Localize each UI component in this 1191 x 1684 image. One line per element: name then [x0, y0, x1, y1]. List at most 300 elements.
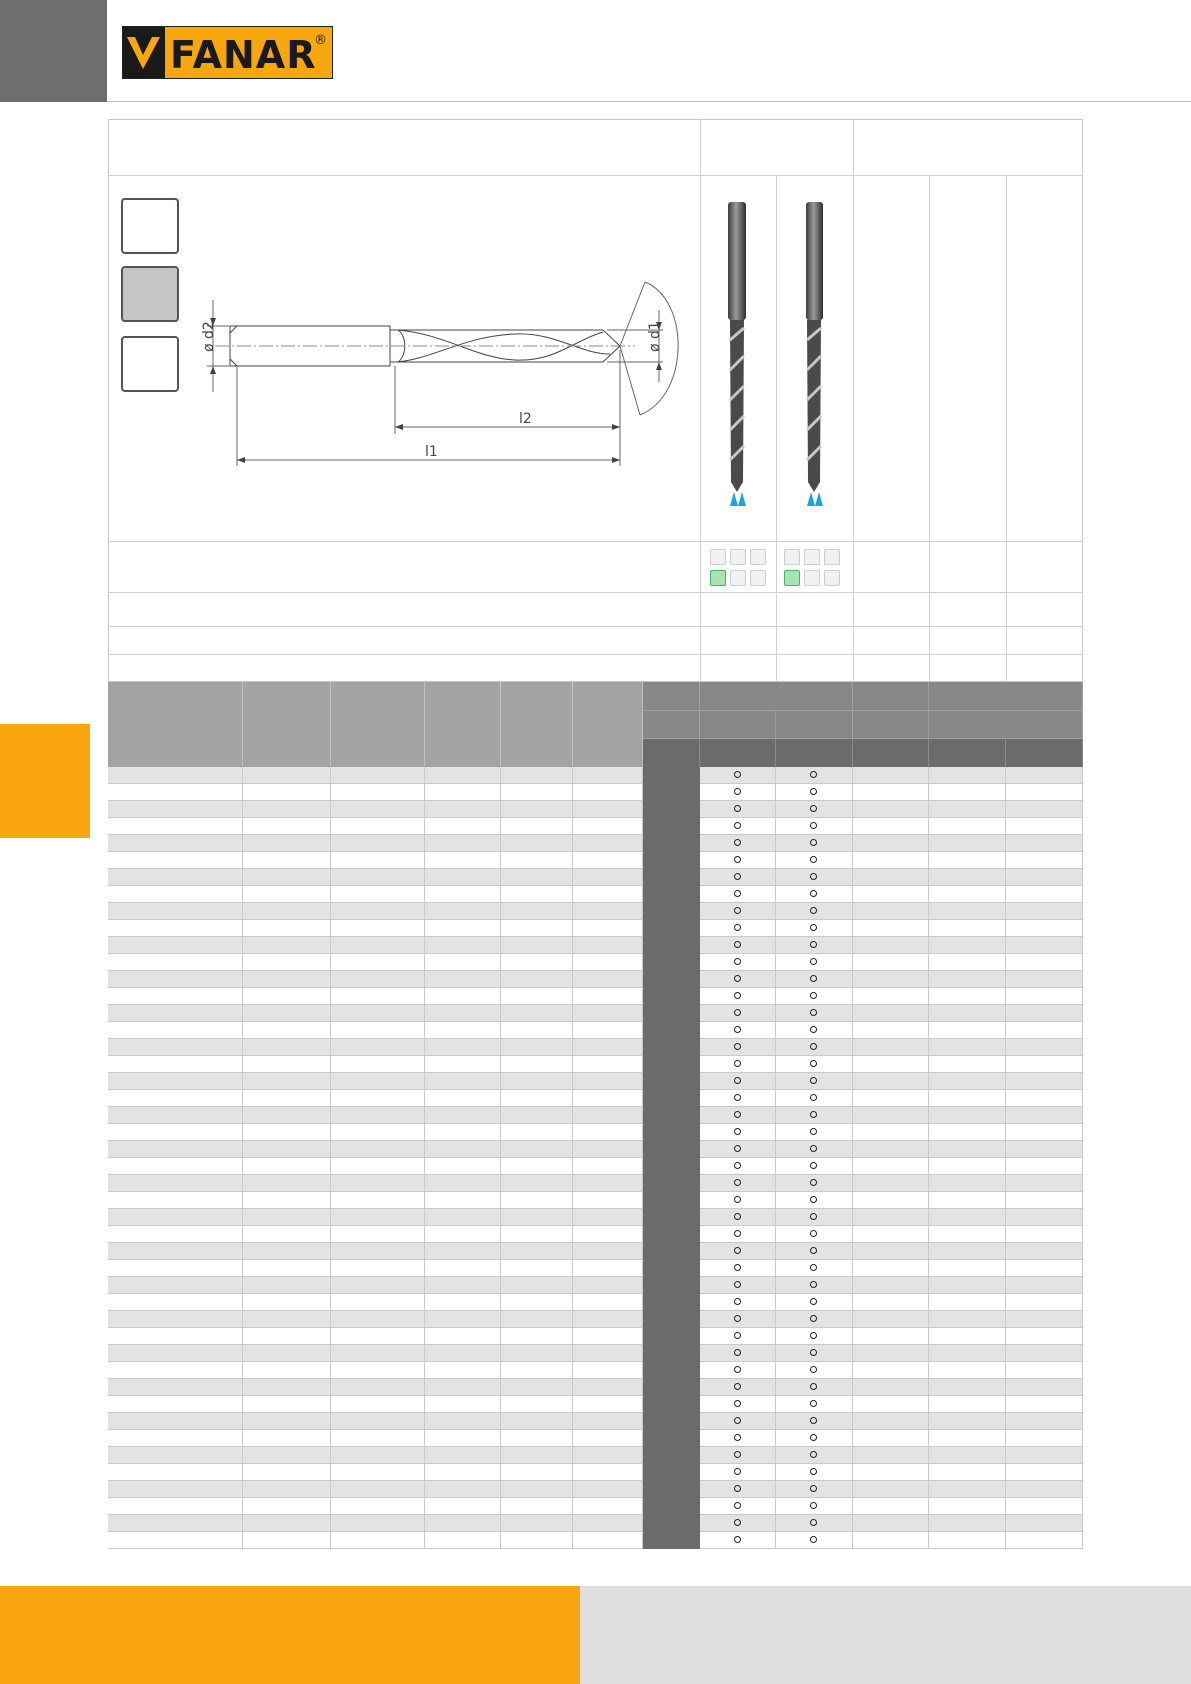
table-cell-dark [643, 903, 700, 920]
table-cell [573, 1430, 643, 1446]
table-cell [929, 1243, 1006, 1259]
table-row [108, 1209, 1083, 1226]
table-cell-dark [643, 869, 700, 886]
table-cell [108, 1464, 243, 1480]
table-cell [573, 1515, 643, 1531]
coating-indicator-inactive [750, 549, 766, 565]
table-row [108, 988, 1083, 1005]
table-cell [243, 1039, 331, 1055]
availability-circle-icon [734, 1128, 741, 1135]
table-cell-dark [643, 1260, 700, 1277]
availability-circle-icon [734, 992, 741, 999]
table-cell [331, 869, 425, 885]
table-cell-dark [643, 1039, 700, 1056]
table-subheader-dark-5 [929, 739, 1006, 767]
table-cell [501, 1192, 573, 1208]
table-cell [501, 1243, 573, 1259]
table-subheader-2 [700, 711, 776, 739]
table-cell [929, 1226, 1006, 1242]
card-divider-1 [108, 175, 1083, 176]
table-cell [853, 1413, 929, 1429]
table-cell [929, 818, 1006, 834]
availability-circle-icon [810, 1264, 817, 1271]
table-subheader-3 [776, 711, 853, 739]
availability-circle-icon [734, 924, 741, 931]
table-cell [929, 852, 1006, 868]
table-header-group-d [929, 682, 1083, 711]
table-cell [853, 988, 929, 1004]
availability-circle-icon [734, 1315, 741, 1322]
table-row [108, 852, 1083, 869]
availability-circle-icon [810, 1502, 817, 1509]
table-cell [1006, 920, 1083, 936]
table-cell [108, 1158, 243, 1174]
table-cell [573, 1294, 643, 1310]
table-row [108, 1294, 1083, 1311]
label-l1: l1 [425, 444, 438, 460]
table-cell [501, 920, 573, 936]
table-cell [929, 1141, 1006, 1157]
table-cell [243, 767, 331, 783]
table-cell [108, 1260, 243, 1276]
table-cell [243, 1515, 331, 1531]
table-cell [1006, 1481, 1083, 1497]
table-cell [331, 1396, 425, 1412]
availability-circle-icon [734, 1026, 741, 1033]
table-cell [108, 784, 243, 800]
table-cell-dark [643, 1090, 700, 1107]
table-cell [243, 1124, 331, 1140]
availability-circle-icon [810, 941, 817, 948]
table-cell [425, 1277, 501, 1293]
table-header-col-1 [108, 682, 243, 767]
table-cell [573, 801, 643, 817]
drill-technical-drawing [185, 270, 695, 470]
table-cell [108, 1413, 243, 1429]
availability-circle-icon [810, 975, 817, 982]
availability-circle-icon [734, 839, 741, 846]
table-cell [243, 1056, 331, 1072]
table-cell [501, 1073, 573, 1089]
table-cell [1006, 1447, 1083, 1463]
table-cell-dark [643, 1124, 700, 1141]
availability-circle-icon [734, 1162, 741, 1169]
table-cell [929, 1022, 1006, 1038]
table-cell [331, 767, 425, 783]
table-cell [501, 1345, 573, 1361]
table-row [108, 1039, 1083, 1056]
table-cell [929, 1413, 1006, 1429]
table-cell [243, 1175, 331, 1191]
table-cell [1006, 1090, 1083, 1106]
availability-circle-icon [810, 924, 817, 931]
availability-circle-icon [810, 1315, 817, 1322]
table-cell [929, 1073, 1006, 1089]
table-cell [501, 1226, 573, 1242]
table-row [108, 818, 1083, 835]
table-cell [425, 767, 501, 783]
coating-indicator-active [710, 570, 726, 586]
table-row [108, 869, 1083, 886]
table-cell [853, 1277, 929, 1293]
table-cell [929, 1362, 1006, 1378]
table-cell [108, 937, 243, 953]
availability-circle-icon [810, 839, 817, 846]
table-cell [929, 1039, 1006, 1055]
table-cell [929, 767, 1006, 783]
table-cell [573, 886, 643, 902]
coating-indicator-inactive [824, 570, 840, 586]
table-cell [425, 1107, 501, 1123]
availability-circle-icon [810, 822, 817, 829]
table-cell [929, 954, 1006, 970]
availability-circle-icon [734, 788, 741, 795]
table-subheader-dark-2 [700, 739, 776, 767]
table-cell [243, 1447, 331, 1463]
table-cell [425, 1413, 501, 1429]
availability-circle-icon [810, 1400, 817, 1407]
table-cell [501, 1430, 573, 1446]
availability-circle-icon [734, 1451, 741, 1458]
table-subheader-1 [643, 711, 700, 739]
table-cell [243, 1260, 331, 1276]
table-cell [243, 1294, 331, 1310]
table-cell [425, 1345, 501, 1361]
label-l2: l2 [519, 411, 532, 427]
table-header-group-c [853, 682, 929, 711]
table-cell [929, 801, 1006, 817]
table-cell [108, 1328, 243, 1344]
coating-indicator-inactive [804, 570, 820, 586]
table-cell [929, 1260, 1006, 1276]
table-cell [425, 1311, 501, 1327]
table-cell-dark [643, 920, 700, 937]
table-cell [573, 784, 643, 800]
table-cell [929, 1294, 1006, 1310]
table-cell [853, 1294, 929, 1310]
table-cell [243, 1413, 331, 1429]
table-cell [501, 1464, 573, 1480]
table-cell [331, 818, 425, 834]
table-cell [425, 1090, 501, 1106]
table-cell [573, 988, 643, 1004]
table-cell-dark [643, 801, 700, 818]
table-cell [853, 1175, 929, 1191]
table-row [108, 1515, 1083, 1532]
availability-circle-icon [734, 1094, 741, 1101]
table-cell [331, 1005, 425, 1021]
table-cell [573, 1396, 643, 1412]
table-row [108, 920, 1083, 937]
availability-circle-icon [734, 1485, 741, 1492]
table-cell [1006, 954, 1083, 970]
table-cell [929, 1532, 1006, 1548]
table-cell-dark [643, 1481, 700, 1498]
availability-circle-icon [734, 1196, 741, 1203]
table-cell [1006, 1362, 1083, 1378]
table-cell [243, 1481, 331, 1497]
label-d2: ø d2 [201, 321, 217, 352]
card-divider-3 [108, 592, 1083, 593]
table-cell [1006, 835, 1083, 851]
table-cell [853, 1260, 929, 1276]
table-cell [425, 1039, 501, 1055]
table-cell [501, 886, 573, 902]
table-cell [501, 1090, 573, 1106]
table-cell [331, 1175, 425, 1191]
table-cell [501, 1396, 573, 1412]
availability-circle-icon [734, 941, 741, 948]
table-cell [331, 1362, 425, 1378]
table-cell [929, 1311, 1006, 1327]
availability-circle-icon [734, 1043, 741, 1050]
table-cell [331, 1294, 425, 1310]
table-cell [331, 1141, 425, 1157]
availability-circle-icon [810, 992, 817, 999]
table-cell [243, 903, 331, 919]
table-cell [501, 1022, 573, 1038]
table-cell [853, 1362, 929, 1378]
table-cell [243, 1209, 331, 1225]
table-row [108, 1430, 1083, 1447]
table-cell [243, 818, 331, 834]
table-cell [331, 1481, 425, 1497]
table-cell [331, 835, 425, 851]
table-cell [929, 1056, 1006, 1072]
table-cell [243, 1192, 331, 1208]
availability-circle-icon [810, 1077, 817, 1084]
coating-indicator-inactive [730, 549, 746, 565]
table-cell [108, 1022, 243, 1038]
table-cell [425, 852, 501, 868]
table-cell [853, 1141, 929, 1157]
table-cell-dark [643, 1464, 700, 1481]
table-row [108, 1328, 1083, 1345]
availability-circle-icon [810, 1060, 817, 1067]
table-cell [853, 1498, 929, 1514]
table-cell [108, 954, 243, 970]
table-row [108, 1022, 1083, 1039]
table-row [108, 1192, 1083, 1209]
coating-indicator-inactive [710, 549, 726, 565]
table-cell [501, 1515, 573, 1531]
availability-circle-icon [734, 1281, 741, 1288]
table-cell [573, 818, 643, 834]
table-cell [108, 1243, 243, 1259]
availability-circle-icon [810, 890, 817, 897]
table-cell [1006, 1039, 1083, 1055]
table-cell-dark [643, 1226, 700, 1243]
table-cell-dark [643, 1022, 700, 1039]
availability-circle-icon [810, 1009, 817, 1016]
table-cell [1006, 869, 1083, 885]
availability-circle-icon [810, 1349, 817, 1356]
table-row [108, 1379, 1083, 1396]
table-cell [108, 903, 243, 919]
table-cell [331, 1277, 425, 1293]
table-cell [853, 1345, 929, 1361]
table-cell-dark [643, 1362, 700, 1379]
table-cell [501, 1124, 573, 1140]
table-row [108, 835, 1083, 852]
table-header-col-2 [243, 682, 331, 767]
availability-circle-icon [734, 1145, 741, 1152]
table-cell [929, 1005, 1006, 1021]
table-cell [1006, 1294, 1083, 1310]
table-cell [425, 801, 501, 817]
table-cell [501, 767, 573, 783]
table-cell [1006, 1498, 1083, 1514]
table-cell [1006, 1311, 1083, 1327]
table-subheader-dark-6 [1006, 739, 1083, 767]
table-cell [573, 1345, 643, 1361]
table-cell [573, 1379, 643, 1395]
table-cell-dark [643, 1532, 700, 1549]
table-cell [331, 1328, 425, 1344]
table-cell [331, 1226, 425, 1242]
table-row [108, 1481, 1083, 1498]
table-cell [425, 988, 501, 1004]
table-cell [853, 920, 929, 936]
table-cell [573, 1328, 643, 1344]
table-cell [1006, 1532, 1083, 1548]
table-cell-dark [643, 1379, 700, 1396]
table-cell [1006, 1141, 1083, 1157]
table-cell [501, 1481, 573, 1497]
table-cell [501, 1039, 573, 1055]
table-cell [331, 1107, 425, 1123]
table-header-col-5 [501, 682, 573, 767]
table-cell [108, 1175, 243, 1191]
footer-grey-bar [580, 1586, 1191, 1684]
table-cell [1006, 1175, 1083, 1191]
table-cell [425, 1243, 501, 1259]
table-subheader-dark-1 [643, 739, 700, 767]
table-cell-dark [643, 1447, 700, 1464]
table-row [108, 1005, 1083, 1022]
availability-circle-icon [810, 1332, 817, 1339]
table-cell [853, 1158, 929, 1174]
table-cell [853, 852, 929, 868]
table-cell [108, 1090, 243, 1106]
table-cell [853, 1515, 929, 1531]
material-square-empty [121, 198, 179, 254]
availability-circle-icon [734, 958, 741, 965]
table-cell [929, 1481, 1006, 1497]
availability-circle-icon [734, 771, 741, 778]
table-cell [929, 1175, 1006, 1191]
table-cell [573, 1498, 643, 1514]
table-cell [573, 1209, 643, 1225]
availability-circle-icon [810, 958, 817, 965]
table-subheader-dark-4 [853, 739, 929, 767]
table-cell [243, 1345, 331, 1361]
table-cell [331, 1022, 425, 1038]
material-square-empty [121, 336, 179, 392]
table-row [108, 903, 1083, 920]
table-cell [1006, 852, 1083, 868]
table-cell [331, 1311, 425, 1327]
availability-circle-icon [810, 1128, 817, 1135]
table-cell [501, 1328, 573, 1344]
table-row [108, 1056, 1083, 1073]
table-cell [425, 920, 501, 936]
table-cell-dark [643, 886, 700, 903]
availability-circle-icon [810, 907, 817, 914]
table-cell [1006, 1124, 1083, 1140]
table-cell [929, 1209, 1006, 1225]
table-cell [243, 954, 331, 970]
table-cell [501, 1311, 573, 1327]
table-cell [853, 1192, 929, 1208]
table-row [108, 1413, 1083, 1430]
table-cell [243, 1311, 331, 1327]
table-cell [853, 1532, 929, 1548]
table-cell [501, 1413, 573, 1429]
table-cell [929, 1430, 1006, 1446]
table-cell [1006, 1379, 1083, 1395]
table-cell [853, 835, 929, 851]
table-cell-dark [643, 1294, 700, 1311]
availability-circle-icon [734, 822, 741, 829]
table-cell [853, 886, 929, 902]
table-cell [573, 1243, 643, 1259]
table-cell [853, 937, 929, 953]
table-cell [425, 1379, 501, 1395]
table-cell [1006, 1345, 1083, 1361]
table-row [108, 1158, 1083, 1175]
table-cell [108, 869, 243, 885]
table-cell [243, 869, 331, 885]
table-cell [243, 886, 331, 902]
table-cell [853, 1039, 929, 1055]
table-row [108, 1447, 1083, 1464]
table-cell [573, 1022, 643, 1038]
table-header-col-6 [573, 682, 643, 767]
table-cell [108, 1447, 243, 1463]
availability-circle-icon [734, 1434, 741, 1441]
table-cell [108, 1005, 243, 1021]
table-cell [1006, 1464, 1083, 1480]
table-cell [929, 1192, 1006, 1208]
table-row [108, 1277, 1083, 1294]
table-cell [331, 1039, 425, 1055]
table-row [108, 1362, 1083, 1379]
table-cell [243, 1005, 331, 1021]
table-cell [331, 1124, 425, 1140]
table-cell [243, 1226, 331, 1242]
table-cell [425, 1430, 501, 1446]
table-cell-dark [643, 971, 700, 988]
table-subheader-dark-3 [776, 739, 853, 767]
availability-circle-icon [810, 1281, 817, 1288]
table-cell [501, 1498, 573, 1514]
table-cell-dark [643, 1158, 700, 1175]
availability-circle-icon [810, 1519, 817, 1526]
table-cell [108, 1056, 243, 1072]
table-cell [108, 1396, 243, 1412]
table-cell-dark [643, 1328, 700, 1345]
table-cell [243, 1243, 331, 1259]
table-cell [425, 1481, 501, 1497]
table-cell [573, 937, 643, 953]
table-cell [243, 1107, 331, 1123]
table-cell [929, 1328, 1006, 1344]
table-cell [929, 1515, 1006, 1531]
table-header-col-3 [331, 682, 425, 767]
table-cell [425, 1294, 501, 1310]
table-row [108, 1345, 1083, 1362]
